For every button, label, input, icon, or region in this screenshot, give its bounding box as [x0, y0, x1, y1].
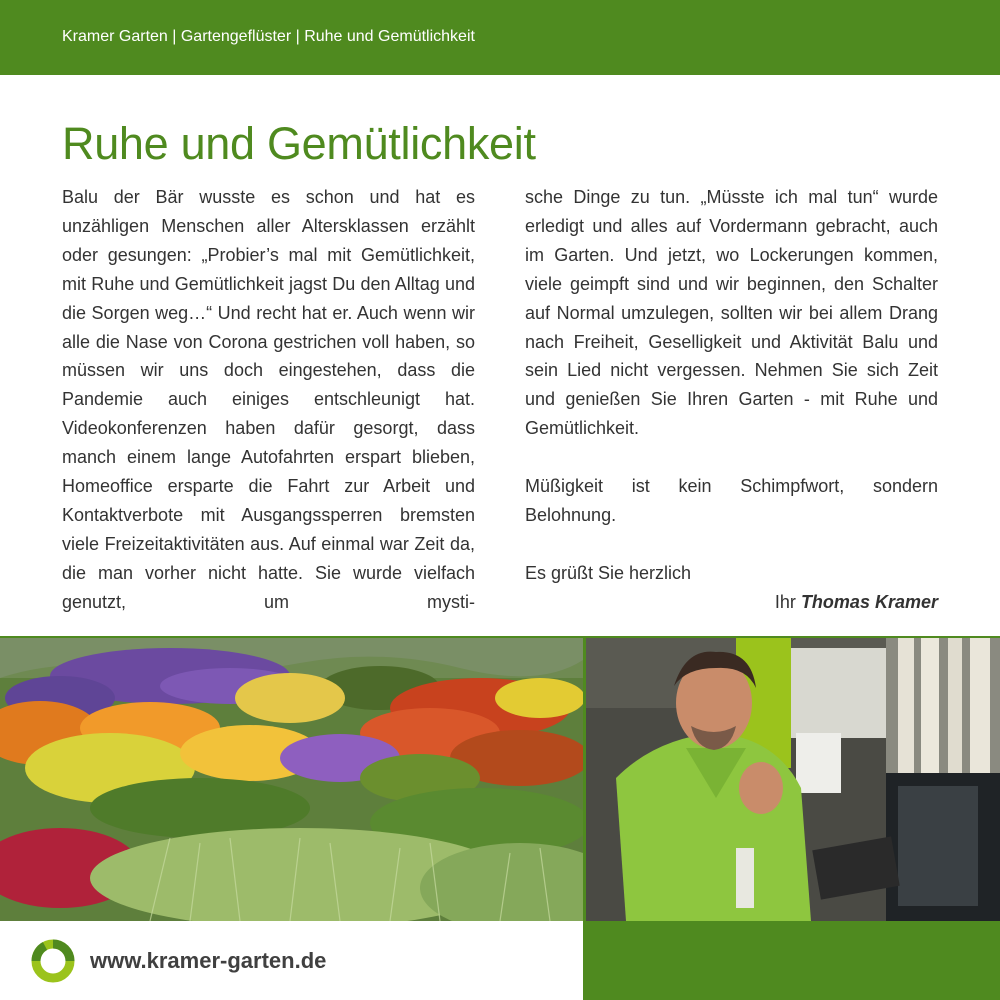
article-paragraph-left: Balu der Bär wusste es schon und hat es unzähligen Menschen aller Altersklassen erzählt oder gesungen: „Probier’s mal mit Gemütlichkeit, mit Ruhe und Gemütlichkeit jagst Du den Alltag und die Sorgen weg…“ Und recht hat er. Auch wenn wir alle die Nase von Corona gestrichen voll haben, so müssen wir uns doch eingestehen, dass die Pandemie auch einiges entschleunigt hat. Videokonferenzen haben dafür gesorgt, dass manch einem lange Autofahrten erspart blieben, Homeoffice ersparte die Fahrt zur Arbeit und Kontaktverbote mit Ausgangssperren bremsten viele Freizeitaktivitäten aus. Auf einmal war Zeit da, die man vorher nicht hatte. Sie wurde vielfach genutzt, um mysti-: [62, 187, 475, 612]
header-bar: [0, 0, 1000, 75]
footer-green-block: [583, 921, 1000, 1000]
website-link[interactable]: www.kramer-garten.de: [90, 948, 327, 973]
signoff-name: Thomas Kramer: [800, 591, 938, 612]
article-column-right: [525, 183, 938, 617]
closing-paragraph: Müßigkeit ist kein Schimpfwort, sondern Belohnung.: [525, 476, 938, 525]
signature: [525, 588, 938, 617]
portrait-photo: [586, 638, 1000, 921]
kramer-logo-icon: [31, 939, 75, 983]
portrait-photo-illustration: [586, 638, 1000, 921]
article-paragraph-right: sche Dinge zu tun. „Müsste ich mal tun“ wurde erledigt und alles auf Vordermann gebracht, auch im Garten. Und jetzt, wo Lockerungen kommen, viele geimpft sind und wir beginnen, den Schalter auf Normal umzulegen, sollten wir bei allem Drang nach Freiheit, Geselligkeit und Aktivität Balu und sein Lied nicht vergessen. Nehmen Sie sich Zeit und genießen Sie Ihren Garten - mit Ruhe und Gemütlichkeit.: [525, 187, 938, 439]
breadcrumb: Kramer Garten | Gartengeflüster | Ruhe und Gemütlichkeit: [62, 28, 475, 45]
page-title: Ruhe und Gemütlichkeit: [62, 118, 536, 169]
greeting: Es grüßt Sie herzlich: [525, 562, 692, 583]
article-column-left: [62, 183, 475, 617]
garden-photo: [0, 638, 583, 921]
signoff-prefix: Ihr: [774, 591, 796, 612]
garden-photo-illustration: [0, 638, 583, 921]
